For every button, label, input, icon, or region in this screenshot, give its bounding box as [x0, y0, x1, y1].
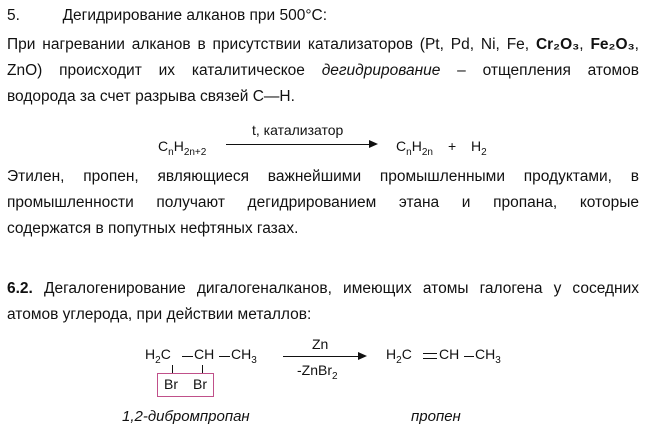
label-reactant-name: 1,2-дибромпропан [122, 408, 250, 425]
bromine-atom: Br [193, 376, 207, 392]
formula-cr2o3: Cr₂O₃ [535, 36, 580, 53]
product-ch3: $CH_3$ [475, 346, 501, 366]
paragraph-line: 6.2. Дегалогенирование дигалогеналканов, имеющих атомы галогена у соседних [7, 280, 639, 297]
product-alkene: $C_nH_{2n}$ [396, 138, 433, 158]
paragraph-dehydrogenation [7, 32, 639, 110]
bond-line [219, 356, 230, 357]
reactant-h2c: $H_2C$ [145, 346, 171, 366]
formula-fe2o3: Fe₂O₃ [590, 36, 635, 53]
paragraph-line: водорода за счет разрыва связей С—Н. [7, 88, 295, 105]
paragraph-industry [7, 164, 639, 242]
reactant-ch: CH [194, 346, 215, 362]
paragraph-line: атомов углерода, при действии металлов: [7, 306, 312, 323]
plus-sign: + [448, 138, 457, 154]
section-5-heading [7, 3, 327, 29]
reactant-alkane: $C_nH_{2n+2}$ [158, 138, 207, 158]
reaction-condition: t, катализатор [252, 122, 344, 138]
double-bond-line [423, 353, 437, 354]
bromine-atom: Br [164, 376, 178, 392]
section-title: Дегидрирование алканов при 500°С: [62, 7, 328, 24]
section-number: 6.2. [7, 280, 33, 297]
byproduct-znbr2: -ZnBr$_2$ [297, 362, 338, 382]
section-number: 5. [7, 7, 20, 24]
paragraph-line: содержатся в попутных нефтяных газах. [7, 220, 299, 237]
reaction-arrow [226, 144, 376, 145]
double-bond-line [423, 358, 437, 359]
bond-line [464, 356, 474, 357]
reagent-zinc: Zn [312, 336, 329, 352]
paragraph-line: Этилен, пропен, являющиеся важнейшими промышленными продуктами, в [7, 168, 639, 185]
paragraph-line: ZnO) происходит их каталитическое дегидрирование – отщепления атомов [7, 62, 639, 79]
bond-line [182, 356, 193, 357]
product-hydrogen: $H_2$ [471, 138, 487, 158]
term-dehydrogenation: дегидрирование [321, 62, 441, 79]
reactant-ch3: $CH_3$ [231, 346, 257, 366]
paragraph-dehalogenation [7, 276, 639, 328]
product-h2c: $H_2C$ [386, 346, 412, 366]
product-ch: CH [439, 346, 460, 362]
label-product-name: пропен [411, 408, 461, 425]
paragraph-line: промышленности получают дегидрированием этана и пропана, которые [7, 194, 639, 211]
paragraph-line: При нагревании алканов в присутствии катализаторов (Pt, Pd, Ni, Fe, Cr₂O₃, Fe₂O₃, [7, 36, 639, 53]
reaction-arrow [283, 356, 365, 357]
